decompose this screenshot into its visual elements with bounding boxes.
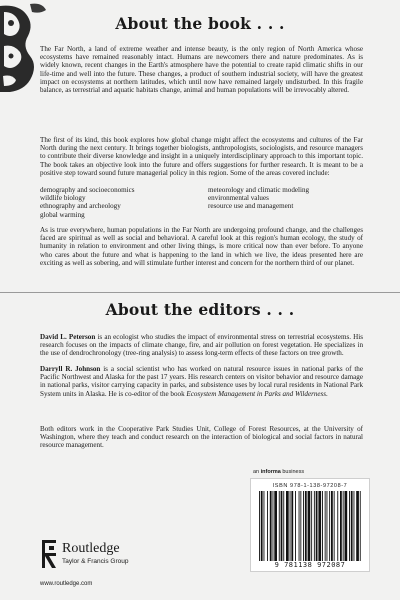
barcode-bar [327,491,328,561]
barcode-bar [303,491,304,561]
barcode-bar [360,491,361,561]
topic-item: demography and socioeconomics [40,186,135,194]
barcode-bar [345,491,348,561]
topic-item: meteorology and climatic modeling [208,186,310,194]
topic-item: resource use and management [208,202,294,211]
barcode-bar [259,491,260,561]
publisher-name: Routledge [62,541,120,556]
topic-item: ethnography and archeology [40,202,121,211]
book-paragraph-2: The first of its kind, this book explores how global change might affect the ecosystems and cultures of the Far North during the next century. It brings together biologists, anthropologists, sociologists, and resource managers to contribute their diverse knowledge and insight in a uniquely interdisciplinary approach to this important topic. The book takes an objective look into the future and offers suggestions for further research. It is meant to be a positive step toward sound future managerial policy in this region. Some of the areas covered include: [40,136,363,177]
topics-list [40,186,370,219]
topic-item: environmental values [208,194,269,203]
barcode-bar [318,491,321,561]
barcode-bar [290,491,291,561]
barcode-bar [300,491,301,561]
publisher-website[interactable]: www.routledge.com [40,581,93,587]
barcode-bar [340,491,342,561]
barcode-bar [351,491,353,561]
publisher-group: Taylor & Francis Group [62,558,129,565]
barcode-bar [283,491,284,561]
barcode-bar [270,491,272,561]
barcode-bar [316,491,318,561]
informa-business-label: an informa business [253,469,305,475]
topic-item: global warming [40,210,85,219]
barcode-bar [325,491,326,561]
barcode-bar [331,491,333,561]
barcode-bar [286,491,289,561]
editor-bio-text: is an ecologist who studies the impact of environmental stress on terrestrial ecosystems. His research focuses on the impacts of climate change, fire, and air pollution on forest vegetation. He specializes in the use of dendrochronology (tree-ring analysis) to assess long-term effects of these factors on tree growth. [40,333,363,358]
barcode-bar [264,491,265,561]
editors-affiliation: Both editors work in the Cooperative Park Studies Unit, College of Forest Resources, at the University of Washington, where they teach and conduct research on the interaction of biological and social factors in natural resource management. [40,425,363,450]
book-title: Ecosystem Management in Parks and Wilderness. [186,389,328,398]
barcode-panel [250,478,370,572]
barcode-bar [337,491,338,561]
editor-bio-peterson [40,333,363,358]
book-paragraph-3: As is true everywhere, human populations in the Far North are undergoing profound change, and the challenges faced are spiritual as well as social and behavioral. A careful look at this region's human ecology, the study of humanity in relation to environment and other living things, is more critical now than ever before. To anyone who cares about the future and what is happening to the land in which we live, the ideas presented here are exciting as well as sobering, and will stimulate further interest and concern for the northern third of our planet. [40,226,363,267]
routledge-logo [40,540,170,580]
isbn-text: ISBN 978-1-138-97208-7 [272,483,348,489]
barcode-bar [308,491,311,561]
barcode-bar [299,491,300,561]
barcode-bar [356,491,359,561]
book-paragraph-1: The Far North, a land of extreme weather and intense beauty, is the only region of North America whose ecosystems have remained reasonably intact. Humans are newcomers there and nature predominates. As is widely known, recent changes in the Earth's atmosphere have the potential to create rapid climatic shifts in our life-time and well into the future. These changes, a product of southern industrial society, will have the greatest impact on ecosystems at northern latitudes, which until now have remained largely undisturbed. In this fragile balance, as terrestrial and aquatic habitats change, animal and human populations will be irrevocably altered. [40,45,363,95]
barcode-bar [334,491,335,561]
barcode-digits: 9 781138 972087 [274,561,346,569]
barcode-icon [257,491,363,561]
editor-bio-johnson [40,365,363,398]
barcode-bar [343,491,344,561]
topic-item: wildlife biology [40,194,86,203]
barcode-bar [274,491,277,561]
barcode-bar [291,491,293,561]
barcode-bar [305,491,307,561]
about-book-heading: About the book . . . [115,14,285,33]
barcode-bar [267,491,268,561]
barcode-bar [311,491,312,561]
barcode-bar [273,491,274,561]
barcode-bar [281,491,283,561]
barcode-bar [322,491,323,561]
section-divider [0,292,400,293]
barcode-bar [349,491,350,561]
barcode-bar [279,491,280,561]
barcode-bar [261,491,263,561]
editor-name: Darryll R. Johnson [40,365,101,373]
about-editors-heading: About the editors . . . [105,300,295,319]
barcode-bar [329,491,330,561]
routledge-r-mark-icon [40,540,58,568]
barcode-bar [295,491,296,561]
barcode-bar [314,491,315,561]
editor-name: David L. Peterson [40,333,96,341]
barcode-bar [354,491,355,561]
editor-bio-text: is a social scientist who has worked on natural resource issues in national parks of the Pacific Northwest and Alaska for the past 17 years. His research centers on visitor behavior and resource damage in national parks, visitor carrying capacity in parks, and subsistence uses by local rural residents in National Park System units in Alaska. He is co-editor of the book [40,365,363,398]
